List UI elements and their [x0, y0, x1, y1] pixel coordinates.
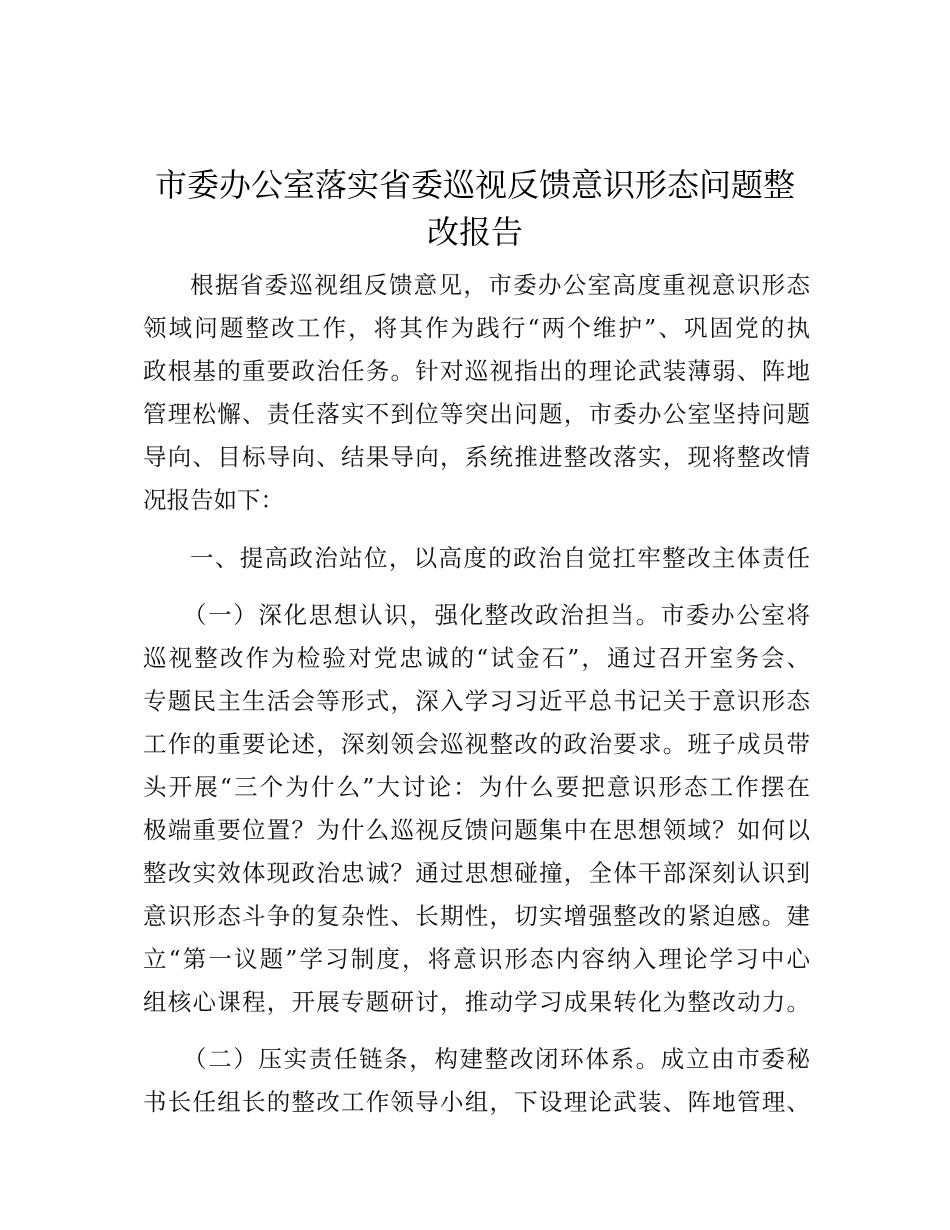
section-1-1-line: （一）深化思想认识，强化整改政治担当。市委办公室将 — [183, 601, 810, 629]
intro-paragraph-line: 政根基的重要政治任务。针对巡视指出的理论武装薄弱、阵地 — [143, 357, 810, 385]
section-1-1-line: 组核心课程，开展专题研讨，推动学习成果转化为整改动力。 — [143, 988, 810, 1016]
section-1-1-line: 整改实效体现政治忠诚？通过思想碰撞，全体干部深刻认识到 — [143, 859, 810, 887]
section-1-2-line: （二）压实责任链条，构建整改闭环体系。成立由市委秘 — [183, 1045, 810, 1073]
section-1-1-line: 巡视整改作为检验对党忠诚的“试金石”，通过召开室务会、 — [143, 644, 810, 672]
section-1-1-line: 极端重要位置？为什么巡视反馈问题集中在思想领域？如何以 — [143, 816, 810, 844]
section-1-1-line: 头开展“三个为什么”大讨论：为什么要把意识形态工作摆在 — [143, 773, 810, 801]
section-1-1-line: 专题民主生活会等形式，深入学习习近平总书记关于意识形态 — [143, 687, 810, 715]
intro-paragraph-line: 管理松懈、责任落实不到位等突出问题，市委办公室坚持问题 — [143, 400, 810, 428]
section-1-1-line: 工作的重要论述，深刻领会巡视整改的政治要求。班子成员带 — [143, 730, 810, 758]
intro-paragraph-line: 领域问题整改工作，将其作为践行“两个维护”、巩固党的执 — [143, 314, 810, 342]
section-1-1-line: 立“第一议题”学习制度，将意识形态内容纳入理论学习中心 — [143, 945, 810, 973]
document-title-line-1: 市委办公室落实省委巡视反馈意识形态问题整 — [154, 166, 795, 204]
section-heading-1: 一、提高政治站位，以高度的政治自觉扛牢整改主体责任 — [190, 544, 810, 572]
intro-paragraph-line: 导向、目标导向、结果导向，系统推进整改落实，现将整改情 — [143, 443, 810, 471]
section-1-2-line: 书长任组长的整改工作领导小组，下设理论武装、阵地管理、 — [143, 1088, 810, 1116]
intro-paragraph-line: 况报告如下： — [143, 486, 284, 514]
document-title-line-2: 改报告 — [426, 213, 523, 251]
intro-paragraph-line: 根据省委巡视组反馈意见，市委办公室高度重视意识形态 — [190, 271, 810, 299]
section-1-1-line: 意识形态斗争的复杂性、长期性，切实增强整改的紧迫感。建 — [143, 902, 810, 930]
